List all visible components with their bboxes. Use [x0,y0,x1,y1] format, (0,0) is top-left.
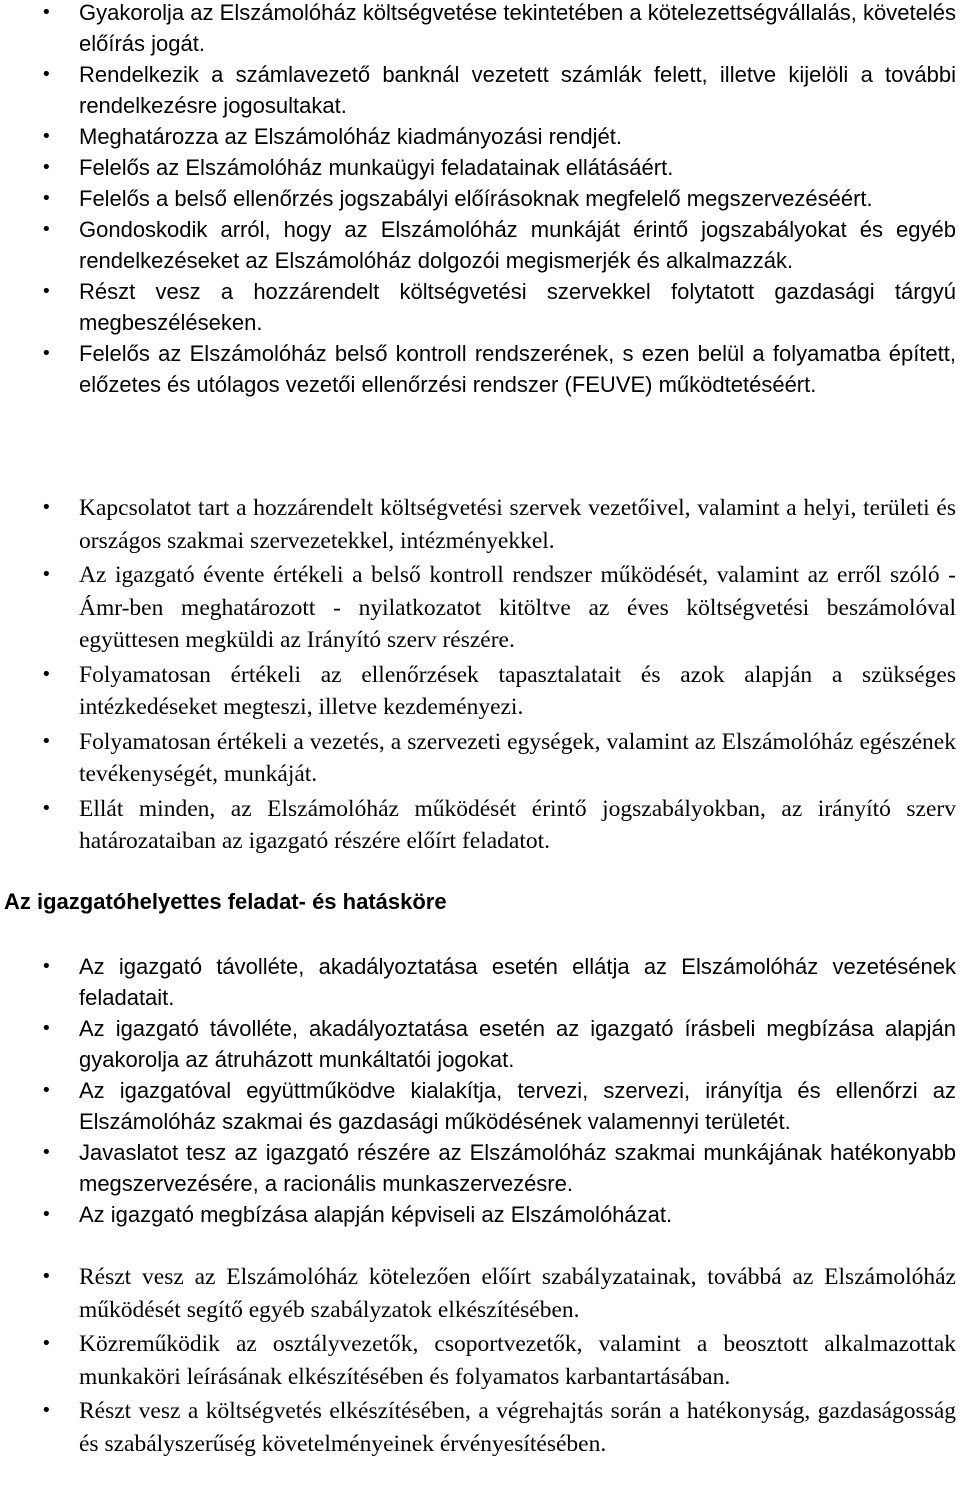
list-item-text: Felelős az Elszámolóház munkaügyi feladatainak ellátásáért. [79,155,674,180]
bullet-icon: • [41,564,52,585]
list-item-text: Részt vesz az Elszámolóház kötelezően előírt szabályzatainak, továbbá az Elszámolóház működését segítő egyéb szabályzatok elkészítésében. [79,1264,956,1323]
list-item [0,726,960,791]
list-item-text: Felelős a belső ellenőrzés jogszabályi előírásoknak megfelelő megszervezéséért. [79,186,873,211]
list-item-text: Folyamatosan értékeli a vezetés, a szervezeti egységek, valamint az Elszámolóház egészének tevékenységét, munkáját. [79,728,956,787]
bullet-icon: • [41,157,52,178]
list-item-text: Az igazgató távolléte, akadályoztatása esetén az igazgató írásbeli megbízása alapján gyakorolja az átruházott munkáltatói jogokat. [79,1016,956,1072]
bullet-icon: • [41,1080,52,1101]
deputy-duties-list-b [0,1261,960,1462]
list-item-text: Felelős az Elszámolóház belső kontroll rendszerének, s ezen belül a folyamatba épített, előzetes és utólagos vezetői ellenőrzési rendszer (FEUVE) működtetéséért. [79,341,956,397]
list-item-text: Gyakorolja az Elszámolóház költségvetése tekintetében a kötelezettségvállalás, követelés előírás jogát. [79,0,956,56]
bullet-icon: • [41,1333,52,1354]
list-item-text: Folyamatosan értékeli az ellenőrzések tapasztalatait és azok alapján a szükséges intézkedéseket megteszi, illetve kezdeményezi. [79,661,956,720]
bullet-icon: • [41,730,52,752]
list-item [0,183,960,214]
director-duties-list-a [0,0,960,400]
list-item-text: Az igazgató évente értékeli a belső kontroll rendszer működését, valamint az erről szóló - Ámr-ben meghatározott - nyilatkozatot kitöltve az éves költségvetési beszámolóval együttesen megküldi az Irányító szerv részére. [79,562,956,653]
list-item-text: Kapcsolatot tart a hozzárendelt költségvetési szervek vezetőivel, valamint a helyi, területi és országos szakmai szervezetekkel, intézményekkel. [79,495,956,554]
list-item [0,152,960,183]
bullet-icon: • [41,663,52,685]
list-item [0,659,960,724]
bullet-icon: • [41,281,52,302]
list-item [0,338,960,400]
list-item [0,0,960,59]
director-duties-list-b [0,492,960,860]
list-item [0,559,960,657]
bullet-icon: • [41,219,52,240]
list-item [0,1137,960,1199]
list-item [0,1395,960,1460]
bullet-icon: • [41,1018,52,1039]
deputy-duties-list-a [0,951,960,1230]
list-item-text: Gondoskodik arról, hogy az Elszámolóház munkáját érintő jogszabályokat és egyéb rendelkezéseket az Elszámolóház dolgozói megismerjék és alkalmazzák. [79,217,956,273]
list-item-text: Az igazgató távolléte, akadályoztatása esetén ellátja az Elszámolóház vezetésének feladatait. [79,954,956,1010]
bullet-icon: • [41,497,52,518]
bullet-icon: • [41,797,52,819]
list-item-text: Az igazgatóval együttműködve kialakítja, tervezi, szervezi, irányítja és ellenőrzi az Elszámolóház szakmai és gazdasági működésének valamennyi területét. [79,1078,956,1134]
list-item-text: Meghatározza az Elszámolóház kiadmányozási rendjét. [79,124,622,149]
bullet-icon: • [41,1266,52,1287]
list-item [0,276,960,338]
list-item-text: Közreműködik az osztályvezetők, csoportvezetők, valamint a beosztott alkalmazottak munkaköri leírásának elkészítésében és folyamatos karbantartásában. [79,1331,956,1390]
list-item [0,1013,960,1075]
list-item [0,1328,960,1393]
list-item-text: Részt vesz a hozzárendelt költségvetési szervekkel folytatott gazdasági tárgyú megbeszéléseken. [79,279,956,335]
list-item-text: Ellát minden, az Elszámolóház működését érintő jogszabályokban, az irányító szerv határozataiban az igazgató részére előírt feladatot. [79,795,956,854]
bullet-icon: • [41,1204,52,1225]
list-item [0,793,960,858]
bullet-icon: • [41,64,52,85]
bullet-icon: • [41,956,52,977]
list-item-text: Részt vesz a költségvetés elkészítésében, a végrehajtás során a hatékonyság, gazdaságosság és szabályszerűség követelményeinek érvényesítésében. [79,1398,956,1457]
list-item [0,214,960,276]
list-item [0,121,960,152]
list-item-text: Rendelkezik a számlavezető banknál vezetett számlák felett, illetve kijelöli a további rendelkezésre jogosultakat. [79,62,956,118]
list-item [0,492,960,557]
bullet-icon: • [41,343,52,364]
bullet-icon: • [41,1142,52,1163]
list-item [0,1075,960,1137]
section-heading: Az igazgatóhelyettes feladat- és hatásköre [4,889,447,914]
list-item [0,1199,960,1230]
list-item [0,951,960,1013]
list-item-text: Az igazgató megbízása alapján képviseli az Elszámolóházat. [79,1202,673,1227]
bullet-icon: • [41,1400,52,1421]
list-item-text: Javaslatot tesz az igazgató részére az Elszámolóház szakmai munkájának hatékonyabb megszervezésére, a racionális munkaszervezésre. [79,1140,956,1196]
bullet-icon: • [41,188,52,209]
list-item [0,1261,960,1326]
bullet-icon: • [41,126,52,147]
bullet-icon: • [41,2,52,23]
list-item [0,59,960,121]
